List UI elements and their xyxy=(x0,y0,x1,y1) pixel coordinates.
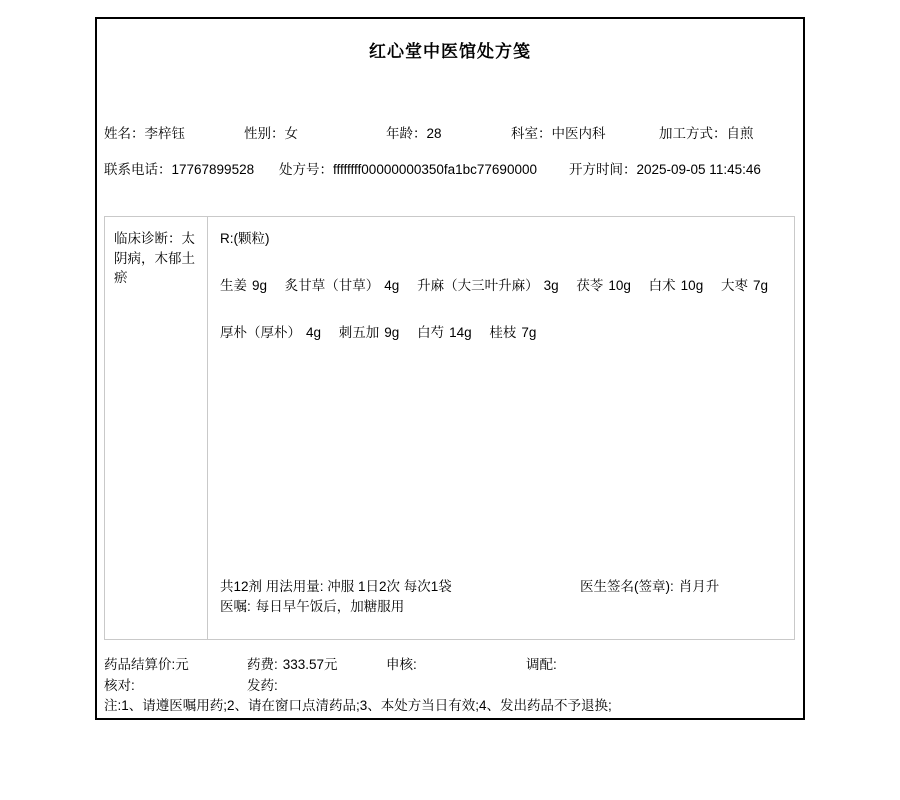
rx-type-header: R:(颗粒) xyxy=(219,231,270,246)
settle-price-field xyxy=(104,653,189,673)
phone-value: 17767899528 xyxy=(171,162,255,177)
check-label: 核对: xyxy=(104,678,135,693)
dispense-label: 发药: xyxy=(247,678,278,693)
prescription-cell xyxy=(208,217,794,639)
doctor-signature-field xyxy=(580,577,719,597)
advice-value: 每日早午饭后，加糖服用 xyxy=(255,599,405,614)
patient-age-label: 年龄： xyxy=(386,126,427,141)
patient-sex-label: 性别： xyxy=(244,126,285,141)
usage-text: 共12剂 用法用量: 冲服 1日2次 每次1袋 xyxy=(219,579,452,594)
prescription-number-label: 处方号： xyxy=(279,162,333,177)
herb-name: 大枣 xyxy=(720,278,748,293)
patient-age-value: 28 xyxy=(426,126,442,141)
prescription-table xyxy=(104,216,795,640)
patient-info-row-2 xyxy=(97,158,803,176)
patient-name-label: 姓名： xyxy=(104,126,145,141)
herb-item xyxy=(721,278,768,293)
herb-item xyxy=(489,325,536,340)
herb-item xyxy=(220,278,267,293)
advice-row xyxy=(220,597,786,617)
prepare-label: 调配: xyxy=(526,657,557,672)
herb-item xyxy=(649,278,704,293)
patient-sex-value: 女 xyxy=(284,126,298,141)
fee-label: 药费: xyxy=(247,657,278,672)
herb-line-1 xyxy=(220,277,782,295)
processing-method-field xyxy=(659,122,754,142)
herb-dose: 9g xyxy=(251,278,268,293)
herb-name: 厚朴（厚朴） xyxy=(219,325,301,340)
herb-item xyxy=(576,278,631,293)
patient-name-field xyxy=(104,122,185,142)
herb-line-2 xyxy=(220,324,782,342)
processing-method-label: 加工方式： xyxy=(659,126,727,141)
herb-dose: 10g xyxy=(680,278,704,293)
advice-label: 医嘱: xyxy=(219,599,251,614)
diagnosis-label: 临床诊断： xyxy=(114,231,182,246)
herb-name: 白芍 xyxy=(417,325,445,340)
doctor-signature-label: 医生签名(签章): xyxy=(579,579,674,594)
prepare-field xyxy=(526,653,557,673)
herb-item xyxy=(285,278,400,293)
herb-item xyxy=(339,325,400,340)
patient-sex-field xyxy=(244,122,298,142)
settle-price-label: 药品结算价: xyxy=(104,657,176,672)
settle-price-value: 元 xyxy=(175,657,189,672)
prescription-number-value: ffffffff00000000350fa1bc77690000 xyxy=(333,162,537,177)
herb-dose: 4g xyxy=(384,278,400,293)
herb-name: 刺五加 xyxy=(338,325,380,340)
herb-dose: 3g xyxy=(543,278,559,293)
issue-time-field xyxy=(569,158,761,178)
department-field xyxy=(511,122,606,142)
fee-field xyxy=(247,653,338,673)
rx-bottom-block xyxy=(220,577,786,617)
doctor-signature-value: 肖月升 xyxy=(678,579,720,594)
fee-value: 333.57元 xyxy=(282,657,338,672)
herb-name: 炙甘草（甘草） xyxy=(284,278,380,293)
herb-item xyxy=(417,278,559,293)
herb-name: 生姜 xyxy=(219,278,247,293)
phone-label: 联系电话： xyxy=(104,162,172,177)
prescription-page xyxy=(95,17,805,720)
herb-dose: 4g xyxy=(305,325,322,340)
herb-name: 茯苓 xyxy=(576,278,604,293)
issue-time-value: 2025-09-05 11:45:46 xyxy=(636,162,761,177)
herb-dose: 7g xyxy=(752,278,768,293)
dispense-field xyxy=(247,674,278,694)
herb-name: 升麻（大三叶升麻） xyxy=(417,278,539,293)
department-value: 中医内科 xyxy=(551,126,606,141)
processing-method-value: 自煎 xyxy=(726,126,754,141)
diagnosis-cell xyxy=(105,217,208,639)
review-label: 申核: xyxy=(386,657,417,672)
phone-field xyxy=(104,158,254,178)
usage-row xyxy=(220,577,786,597)
diagnosis-value: 太阴病，木郁土瘀 xyxy=(114,231,195,286)
prescription-number-field xyxy=(279,158,537,178)
herb-dose: 14g xyxy=(449,325,472,340)
herb-dose: 7g xyxy=(521,325,537,340)
patient-info-row-1 xyxy=(97,122,803,140)
notes-line: 注:1、请遵医嘱用药;2、请在窗口点清药品;3、本处方当日有效;4、发出药品不予退换; xyxy=(104,698,612,713)
herb-item xyxy=(417,325,472,340)
herb-name: 白术 xyxy=(648,278,676,293)
department-label: 科室： xyxy=(511,126,552,141)
herb-item xyxy=(220,325,321,340)
patient-age-field xyxy=(386,122,442,142)
issue-time-label: 开方时间： xyxy=(569,162,637,177)
herb-name: 桂枝 xyxy=(489,325,517,340)
page-title: 红心堂中医馆处方笺 xyxy=(369,42,531,61)
herb-dose: 9g xyxy=(384,325,400,340)
herb-dose: 10g xyxy=(608,278,631,293)
patient-name-value: 李梓钰 xyxy=(144,126,185,141)
review-field xyxy=(386,653,417,673)
check-field xyxy=(104,674,135,694)
